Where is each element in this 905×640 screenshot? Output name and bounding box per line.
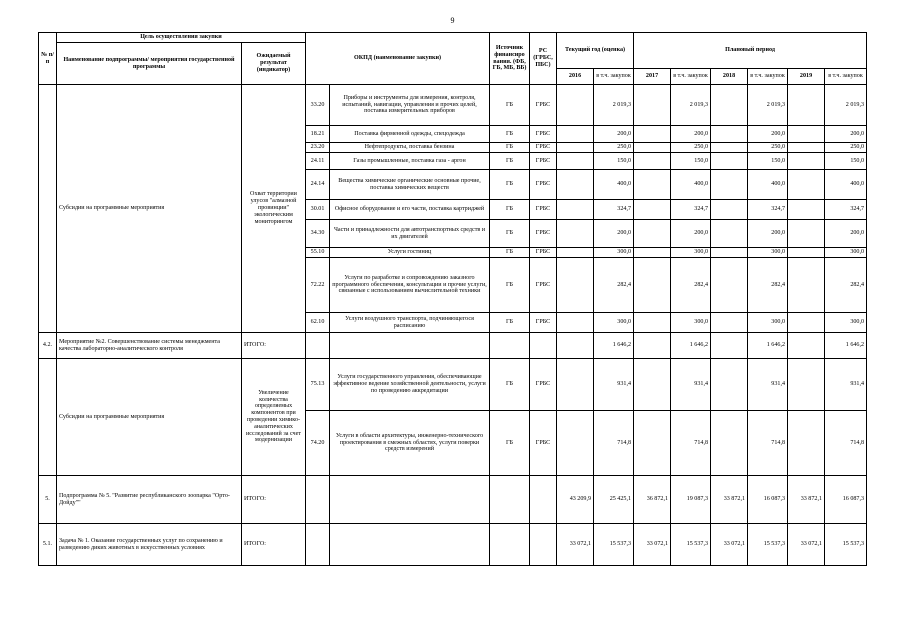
value-2019 xyxy=(788,411,825,476)
value-2016 xyxy=(557,313,594,333)
okpd-code: 24.14 xyxy=(306,170,330,200)
year-2017: 2017 xyxy=(634,69,671,85)
value-2019 xyxy=(788,200,825,220)
source: ГБ xyxy=(490,170,530,200)
value-2018-incl: 300,0 xyxy=(748,248,788,258)
value-2019 xyxy=(788,333,825,359)
value-2016-incl: 25 425,1 xyxy=(594,476,634,524)
row-no xyxy=(39,359,57,476)
value-2019 xyxy=(788,153,825,170)
value-2018-incl: 1 646,2 xyxy=(748,333,788,359)
rs: ГРБС xyxy=(530,248,557,258)
value-2018 xyxy=(711,411,748,476)
expected-result: Увеличение количества определяемых компонентов при проведении химико-аналитических исследований за счет модернизации xyxy=(242,359,306,476)
okpd-desc: Услуги в области архитектуры, инженерно-технического проектирования в смежных областях, услуги поверки средств измерений xyxy=(330,411,490,476)
value-2017-incl: 2 019,3 xyxy=(671,85,711,126)
source: ГБ xyxy=(490,220,530,248)
value-2018-incl: 200,0 xyxy=(748,126,788,143)
okpd-desc: Офисное оборудование и его части, поставка картриджей xyxy=(330,200,490,220)
source: ГБ xyxy=(490,200,530,220)
value-2018 xyxy=(711,200,748,220)
value-2017-incl: 200,0 xyxy=(671,220,711,248)
value-2018 xyxy=(711,85,748,126)
value-2017 xyxy=(634,153,671,170)
table-row xyxy=(39,85,867,126)
okpd-desc: Приборы и инструменты для измерения, контроля, испытаний, навигации, управления и прочих целей, поставка измерительных приборов xyxy=(330,85,490,126)
col-no-header: № п/п xyxy=(39,33,57,85)
okpd-code: 23.20 xyxy=(306,143,330,153)
value-2018 xyxy=(711,258,748,313)
value-2016 xyxy=(557,248,594,258)
okpd-code: 34.30 xyxy=(306,220,330,248)
value-2016 xyxy=(557,170,594,200)
value-2018-incl: 400,0 xyxy=(748,170,788,200)
okpd-code: 24.11 xyxy=(306,153,330,170)
source: ГБ xyxy=(490,313,530,333)
program-name-header: Наименование подпрограммы/ мероприятия государственной программы xyxy=(57,43,242,85)
program-name: Субсидии на программные мероприятия xyxy=(57,359,242,476)
incl-2019: в т.ч. закупок xyxy=(825,69,867,85)
value-2016 xyxy=(557,143,594,153)
value-2016-incl: 15 537,3 xyxy=(594,524,634,566)
value-2017-incl: 200,0 xyxy=(671,126,711,143)
value-2018 xyxy=(711,126,748,143)
procurement-plan-table xyxy=(38,32,867,566)
source xyxy=(490,476,530,524)
program-name: Мероприятие №2. Совершенствование системы менеджмента качества лабораторно-аналитического контроля xyxy=(57,333,242,359)
expected-result: Охват территории улусов "алмазной провинции" экологическим мониторингом xyxy=(242,85,306,333)
value-2018-incl: 15 537,3 xyxy=(748,524,788,566)
total-label: ИТОГО: xyxy=(242,333,306,359)
total-label: ИТОГО: xyxy=(242,476,306,524)
value-2016-incl: 2 019,3 xyxy=(594,85,634,126)
source xyxy=(490,524,530,566)
rs: ГРБС xyxy=(530,85,557,126)
value-2016-incl: 200,0 xyxy=(594,126,634,143)
year-2018: 2018 xyxy=(711,69,748,85)
value-2018-incl: 250,0 xyxy=(748,143,788,153)
value-2018 xyxy=(711,220,748,248)
rs xyxy=(530,524,557,566)
planned-period-header: Плановый период xyxy=(634,33,867,69)
rs: ГРБС xyxy=(530,220,557,248)
value-2017-incl: 714,8 xyxy=(671,411,711,476)
value-2019-incl: 300,0 xyxy=(825,313,867,333)
value-2017: 36 872,1 xyxy=(634,476,671,524)
source: ГБ xyxy=(490,258,530,313)
value-2018 xyxy=(711,143,748,153)
value-2018-incl: 16 087,3 xyxy=(748,476,788,524)
value-2017-incl: 400,0 xyxy=(671,170,711,200)
okpd-desc: Услуги государственного управления, обеспечивающие эффективное ведение хозяйственной деятельности, услуги по проведению аккредитации xyxy=(330,359,490,411)
value-2018-incl: 150,0 xyxy=(748,153,788,170)
value-2017-incl: 931,4 xyxy=(671,359,711,411)
value-2016 xyxy=(557,411,594,476)
value-2017-incl: 282,4 xyxy=(671,258,711,313)
year-2019: 2019 xyxy=(788,69,825,85)
value-2017-incl: 324,7 xyxy=(671,200,711,220)
source-header: Источник финансиро вания. (ФБ, ГБ, МБ, ВБ) xyxy=(490,33,530,85)
value-2019 xyxy=(788,359,825,411)
value-2019-incl: 282,4 xyxy=(825,258,867,313)
value-2017 xyxy=(634,333,671,359)
value-2017 xyxy=(634,411,671,476)
value-2019 xyxy=(788,313,825,333)
rs: ГРБС xyxy=(530,126,557,143)
source: ГБ xyxy=(490,411,530,476)
value-2016-incl: 1 646,2 xyxy=(594,333,634,359)
okpd-code: 18.21 xyxy=(306,126,330,143)
value-2019-incl: 200,0 xyxy=(825,220,867,248)
table-row-5-1 xyxy=(39,524,867,566)
value-2019-incl: 150,0 xyxy=(825,153,867,170)
row-no: 4.2. xyxy=(39,333,57,359)
value-2018-incl: 300,0 xyxy=(748,313,788,333)
rs: ГРБС xyxy=(530,153,557,170)
okpd-code: 33.20 xyxy=(306,85,330,126)
rs: ГРБС xyxy=(530,200,557,220)
value-2019-incl: 2 019,3 xyxy=(825,85,867,126)
value-2016 xyxy=(557,333,594,359)
okpd-desc: Услуги воздушного транспорта, подчиняющегося расписанию xyxy=(330,313,490,333)
value-2016-incl: 282,4 xyxy=(594,258,634,313)
total-label: ИТОГО: xyxy=(242,524,306,566)
value-2019 xyxy=(788,126,825,143)
source: ГБ xyxy=(490,143,530,153)
value-2018 xyxy=(711,359,748,411)
source: ГБ xyxy=(490,85,530,126)
okpd-code: 74.20 xyxy=(306,411,330,476)
value-2016-incl: 200,0 xyxy=(594,220,634,248)
value-2017-incl: 150,0 xyxy=(671,153,711,170)
okpd-desc: Нефтепродукты, поставка бензина xyxy=(330,143,490,153)
value-2017-incl: 250,0 xyxy=(671,143,711,153)
source xyxy=(490,333,530,359)
value-2018: 33 872,1 xyxy=(711,476,748,524)
value-2018-incl: 282,4 xyxy=(748,258,788,313)
value-2016 xyxy=(557,220,594,248)
value-2018-incl: 931,4 xyxy=(748,359,788,411)
value-2017 xyxy=(634,313,671,333)
okpd-code xyxy=(306,476,330,524)
rs-header: РС (ГРБС, ПБС) xyxy=(530,33,557,85)
okpd-desc: Услуги по разработке и сопровождению заказного программного обеспечения, консультации и прочие услуги, связанные с использованием вычислительной техники xyxy=(330,258,490,313)
table-row xyxy=(39,359,867,411)
okpd-code: 55.10 xyxy=(306,248,330,258)
value-2019-incl: 16 087,3 xyxy=(825,476,867,524)
okpd-code xyxy=(306,333,330,359)
value-2017 xyxy=(634,220,671,248)
rs xyxy=(530,333,557,359)
okpd-code xyxy=(306,524,330,566)
value-2017 xyxy=(634,143,671,153)
value-2018 xyxy=(711,170,748,200)
okpd-code: 72.22 xyxy=(306,258,330,313)
value-2019-incl: 250,0 xyxy=(825,143,867,153)
rs: ГРБС xyxy=(530,359,557,411)
value-2016 xyxy=(557,153,594,170)
okpd-header: ОКПД (наименование закупки) xyxy=(306,33,490,85)
value-2016 xyxy=(557,258,594,313)
value-2017 xyxy=(634,85,671,126)
program-name: Субсидии на программные мероприятия xyxy=(57,85,242,333)
value-2019: 33 072,1 xyxy=(788,524,825,566)
value-2017-incl: 300,0 xyxy=(671,313,711,333)
goal-header: Цель осуществления закупки xyxy=(57,33,306,43)
source: ГБ xyxy=(490,126,530,143)
value-2019 xyxy=(788,143,825,153)
value-2016-incl: 300,0 xyxy=(594,248,634,258)
value-2017 xyxy=(634,359,671,411)
okpd-desc: Поставка фирменной одежды, спецодежда xyxy=(330,126,490,143)
value-2017-incl: 1 646,2 xyxy=(671,333,711,359)
value-2018-incl: 200,0 xyxy=(748,220,788,248)
rs: ГРБС xyxy=(530,258,557,313)
rs xyxy=(530,476,557,524)
value-2019 xyxy=(788,258,825,313)
value-2019-incl: 400,0 xyxy=(825,170,867,200)
okpd-desc: Вещества химические органические основные прочие, поставка химических веществ xyxy=(330,170,490,200)
value-2019-incl: 1 646,2 xyxy=(825,333,867,359)
value-2018-incl: 324,7 xyxy=(748,200,788,220)
value-2017-incl: 15 537,3 xyxy=(671,524,711,566)
value-2017 xyxy=(634,200,671,220)
incl-2018: в т.ч. закупок xyxy=(748,69,788,85)
value-2019 xyxy=(788,170,825,200)
value-2019: 33 872,1 xyxy=(788,476,825,524)
value-2017 xyxy=(634,170,671,200)
value-2017-incl: 19 087,3 xyxy=(671,476,711,524)
source: ГБ xyxy=(490,248,530,258)
value-2018: 33 072,1 xyxy=(711,524,748,566)
table-row-5 xyxy=(39,476,867,524)
current-year-header: Текущий год (оценка) xyxy=(557,33,634,69)
value-2018 xyxy=(711,333,748,359)
value-2016 xyxy=(557,126,594,143)
page-number: 9 xyxy=(450,16,455,25)
value-2018-incl: 714,8 xyxy=(748,411,788,476)
okpd-code: 75.13 xyxy=(306,359,330,411)
value-2019-incl: 931,4 xyxy=(825,359,867,411)
rs: ГРБС xyxy=(530,313,557,333)
incl-2017: в т.ч. закупок xyxy=(671,69,711,85)
value-2018-incl: 2 019,3 xyxy=(748,85,788,126)
year-2016: 2016 xyxy=(557,69,594,85)
table-row-4-2 xyxy=(39,333,867,359)
header-row-1 xyxy=(39,33,867,43)
rs: ГРБС xyxy=(530,170,557,200)
value-2017-incl: 300,0 xyxy=(671,248,711,258)
row-no: 5. xyxy=(39,476,57,524)
incl-2016: в т.ч. закупок xyxy=(594,69,634,85)
okpd-desc xyxy=(330,476,490,524)
program-name: Задача № 1. Оказание государственных услуг по сохранению и разведению диких животных в искусственных условиях xyxy=(57,524,242,566)
value-2017: 33 072,1 xyxy=(634,524,671,566)
value-2016 xyxy=(557,200,594,220)
result-header: Ожидаемый результат (индикатор) xyxy=(242,43,306,85)
value-2016 xyxy=(557,359,594,411)
rs: ГРБС xyxy=(530,143,557,153)
value-2019 xyxy=(788,220,825,248)
value-2019-incl: 324,7 xyxy=(825,200,867,220)
source: ГБ xyxy=(490,153,530,170)
okpd-desc xyxy=(330,333,490,359)
value-2019 xyxy=(788,248,825,258)
row-no: 5.1. xyxy=(39,524,57,566)
source: ГБ xyxy=(490,359,530,411)
value-2017 xyxy=(634,258,671,313)
value-2016-incl: 250,0 xyxy=(594,143,634,153)
value-2017 xyxy=(634,126,671,143)
program-name: Подпрограмма № 5. "Развитие республиканского зоопарка "Орто-Дойду"" xyxy=(57,476,242,524)
rs: ГРБС xyxy=(530,411,557,476)
okpd-desc: Части и принадлежности для автотранспортных средств и их двигателей xyxy=(330,220,490,248)
okpd-code: 30.01 xyxy=(306,200,330,220)
value-2016-incl: 324,7 xyxy=(594,200,634,220)
okpd-desc xyxy=(330,524,490,566)
value-2018 xyxy=(711,153,748,170)
value-2016-incl: 150,0 xyxy=(594,153,634,170)
value-2018 xyxy=(711,313,748,333)
okpd-desc: Газы промышленные, поставка газа - аргон xyxy=(330,153,490,170)
value-2019-incl: 200,0 xyxy=(825,126,867,143)
value-2016: 43 209,9 xyxy=(557,476,594,524)
value-2016: 33 072,1 xyxy=(557,524,594,566)
value-2016-incl: 300,0 xyxy=(594,313,634,333)
value-2017 xyxy=(634,248,671,258)
value-2019 xyxy=(788,85,825,126)
value-2018 xyxy=(711,248,748,258)
value-2019-incl: 15 537,3 xyxy=(825,524,867,566)
value-2016-incl: 931,4 xyxy=(594,359,634,411)
value-2016-incl: 400,0 xyxy=(594,170,634,200)
value-2019-incl: 300,0 xyxy=(825,248,867,258)
row-no xyxy=(39,85,57,333)
value-2016-incl: 714,8 xyxy=(594,411,634,476)
value-2016 xyxy=(557,85,594,126)
okpd-code: 62.10 xyxy=(306,313,330,333)
value-2019-incl: 714,8 xyxy=(825,411,867,476)
okpd-desc: Услуги гостиниц xyxy=(330,248,490,258)
